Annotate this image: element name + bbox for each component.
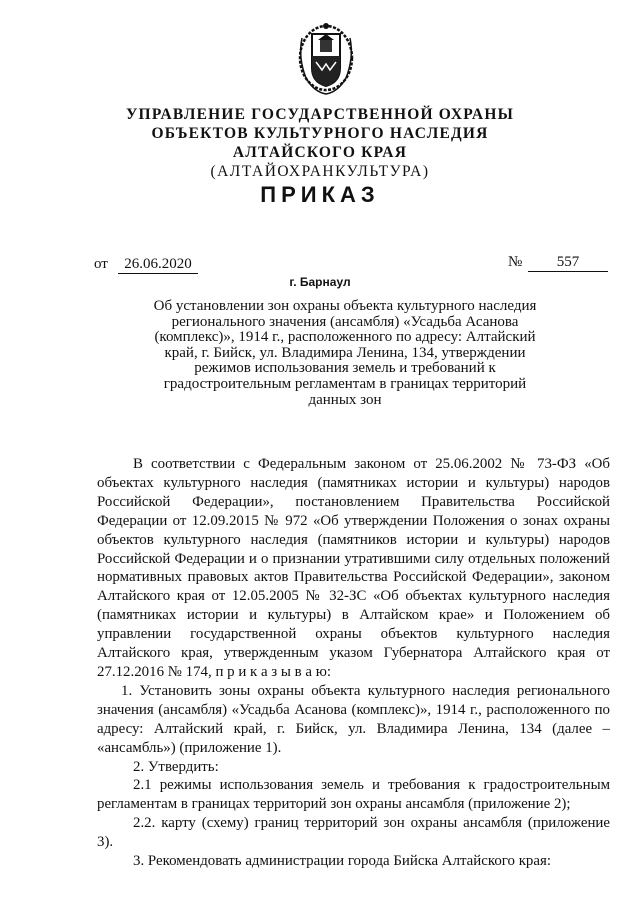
agency-name-line-2: ОБЪЕКТОВ КУЛЬТУРНОГО НАСЛЕДИЯ [151, 125, 489, 142]
order-subject-title: Об установлении зон охраны объекта культурного наследия регионального значения (ансамбля) «Усадьба Асанова (комплекс)», 1914 г., расположенного по адресу: Алтайский край, г. Бийск, ул. Владимира Ленина, 134, утверждении режимов использования земель и требований к градостроительным регламентам в границах территорий данных зон [153, 298, 537, 408]
date-label: от [94, 256, 108, 272]
number-label: № [508, 254, 523, 270]
item-2-1: 2.1 режимы использования земель и требования к градостроительным регламентам в границах территорий зон охраны ансамбля (приложение 2); [97, 777, 610, 813]
item-3: 3. Рекомендовать администрации города Бийска Алтайского края: [133, 853, 551, 870]
order-date: 26.06.2020 [118, 256, 198, 274]
order-body [97, 455, 610, 871]
agency-abbreviation: (АЛТАЙОХРАНКУЛЬТУРА) [210, 163, 430, 180]
preamble-paragraph [97, 455, 610, 682]
item-2: 2. Утвердить: [133, 758, 219, 775]
item-2-2: 2.2. карту (схему) границ территорий зон охраны ансамбля (приложение 3). [97, 815, 610, 851]
coat-of-arms-emblem [292, 18, 360, 96]
order-number: 557 [528, 254, 608, 272]
agency-name-line-1: УПРАВЛЕНИЕ ГОСУДАРСТВЕННОЙ ОХРАНЫ [125, 106, 514, 123]
item-1: 1. Установить зоны охраны объекта культурного наследия регионального значения (ансамбля) «Усадьба Асанова (комплекс)», 1914 г., расположенного по адресу: Алтайский край, г. Бийск, ул. Владимира Ленина, 134 (далее – «ансамбль») (приложение 1). [97, 682, 610, 756]
order-word: п р и к а з ы в а ю: [215, 663, 331, 680]
city-label: г. Барнаул [289, 275, 351, 289]
agency-name-line-3: АЛТАЙСКОГО КРАЯ [232, 144, 408, 161]
preamble-text: В соответствии с Федеральным законом от 25.06.2002 № 73-ФЗ «Об объектах культурного наследия (памятниках истории и культуры) народов Российской Федерации», постановлением Правительства Российской Федерации от 12.09.2015 № 972 «Об утверждении Положения о зонах охраны объектов культурного наследия (памятников истории и культуры) народов Российской Федерации и о признании утратившими силу отдельных положений нормативных правовых актов Правительства Российской Федерации», законом Алтайского края от 12.05.2005 № 32-ЗС «Об объектах культурного наследия (памятниках истории и культуры) в Алтайском крае» и Положением об управлении государственной охраны объектов культурного наследия Алтайского края, утвержденным указом Губернатора Алтайского края от 27.12.2016 № 174, [97, 456, 610, 680]
document-type-title: ПРИКАЗ [260, 182, 380, 207]
